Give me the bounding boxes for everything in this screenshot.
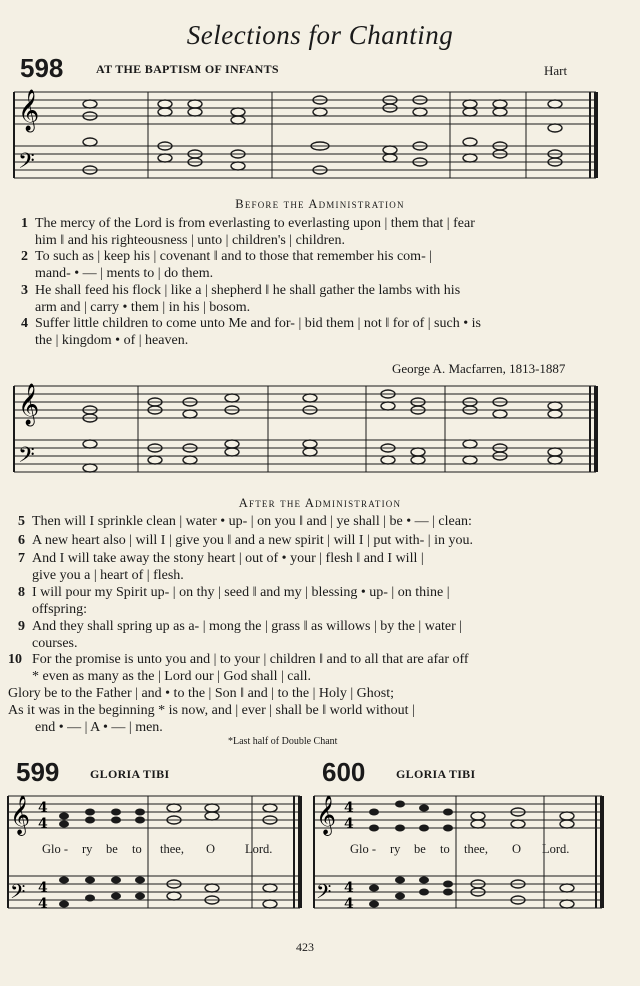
lyric-599-1: Glo - (42, 842, 69, 856)
after-administration-heading: After the Administration (238, 496, 402, 510)
gloria-patri: Glory be to the Father | and • to the | Son ‖ and | to the | Holy | Ghost; As it was in the beginning * is now, and | ever | shall be ‖ world without | end • — | A • — | men. (8, 686, 415, 735)
svg-text:4: 4 (38, 800, 48, 816)
svg-text:𝄞: 𝄞 (18, 384, 40, 425)
svg-text:4: 4 (38, 896, 48, 912)
lyric-599-4: to (132, 842, 142, 856)
footnote: *Last half of Double Chant (228, 736, 338, 747)
verse-9: 9 And they shall spring up as a- | mong the | grass ‖ as willows | by the | water | courses. (18, 619, 463, 651)
hymn-title-600: GLORIA TIBI (396, 767, 476, 781)
bass-clef-icon: 𝄢 (18, 149, 35, 179)
lyric-600-6: O (512, 842, 522, 856)
svg-text:4: 4 (344, 880, 354, 896)
verse-10: 10 For the promise is unto you and | to your | children ‖ and to all that are afar off * even as many as the | Lord our | God shall | call. (8, 652, 469, 684)
verse-1: 1 The mercy of the Lord is from everlasting to everlasting upon | them that | fear him ‖ and his righteousness | unto | children's | children. (21, 216, 475, 248)
composer-598: Hart (544, 63, 568, 78)
verse-6: 6 A new heart also | will I | give you ‖ and a new spirit | will I | put with- | in you. (18, 533, 473, 548)
chant-score-598 (10, 84, 600, 194)
verse-2: 2 To such as | keep his | covenant ‖ and to those that remember his com- | mand- • — | ments to | do them. (21, 249, 433, 281)
page-number: 423 (296, 940, 314, 954)
lyric-600-4: to (440, 842, 450, 856)
svg-text:𝄢: 𝄢 (18, 443, 35, 473)
lyric-600-3: be (414, 842, 426, 856)
hymn-number-598: 598 (20, 53, 64, 83)
verse-4: 4 Suffer little children to come unto Me and for- | bid them | not ‖ for of | such • is the | kingdom • of | heaven. (21, 316, 481, 348)
hymn-title-598: AT THE BAPTISM OF INFANTS (96, 62, 279, 76)
svg-text:4: 4 (344, 800, 354, 816)
lyric-600-5: thee, (464, 842, 488, 856)
hymn-number-600: 600 (322, 757, 366, 787)
svg-text:4: 4 (38, 880, 48, 896)
lyric-599-5: thee, (160, 842, 184, 856)
lyric-600-1: Glo - (350, 842, 377, 856)
verse-3: 3 He shall feed his flock | like a | shepherd ‖ he shall gather the lambs with his arm and | carry • them | in his | bosom. (21, 283, 461, 315)
svg-text:𝄢: 𝄢 (10, 880, 26, 908)
svg-text:𝄞: 𝄞 (10, 795, 31, 835)
lyric-599-6: O (206, 842, 216, 856)
lyric-599-7: Lord. (245, 842, 273, 856)
svg-text:4: 4 (344, 896, 354, 912)
lyric-599-3: be (106, 842, 118, 856)
hymn-number-599: 599 (16, 757, 60, 787)
svg-text:4: 4 (344, 816, 354, 832)
svg-text:4: 4 (38, 816, 48, 832)
verse-7: 7 And I will take away the stony heart | out of • your | flesh ‖ and I will | give you a | heart of | flesh. (18, 551, 424, 583)
hymn-title-599: GLORIA TIBI (90, 767, 170, 781)
lyric-600-2: ry (390, 842, 401, 856)
composer-macfarren: George A. Macfarren, 1813-1887 (392, 361, 566, 376)
treble-clef-icon: 𝄞 (18, 90, 40, 131)
verse-8: 8 I will pour my Spirit up- | on thy | seed ‖ and my | blessing • up- | on thine | offspring: (18, 585, 450, 617)
chant-score-second (10, 378, 600, 488)
lyric-599-2: ry (82, 842, 93, 856)
page-title: Selections for Chanting (186, 20, 454, 50)
lyric-600-7: Lord. (542, 842, 570, 856)
verse-5: 5 Then will I sprinkle clean | water • up- | on you ‖ and | ye shall | be • — | clean: (18, 514, 472, 529)
svg-text:𝄞: 𝄞 (316, 795, 337, 835)
svg-text:𝄢: 𝄢 (316, 880, 332, 908)
before-administration-heading: Before the Administration (235, 197, 405, 211)
